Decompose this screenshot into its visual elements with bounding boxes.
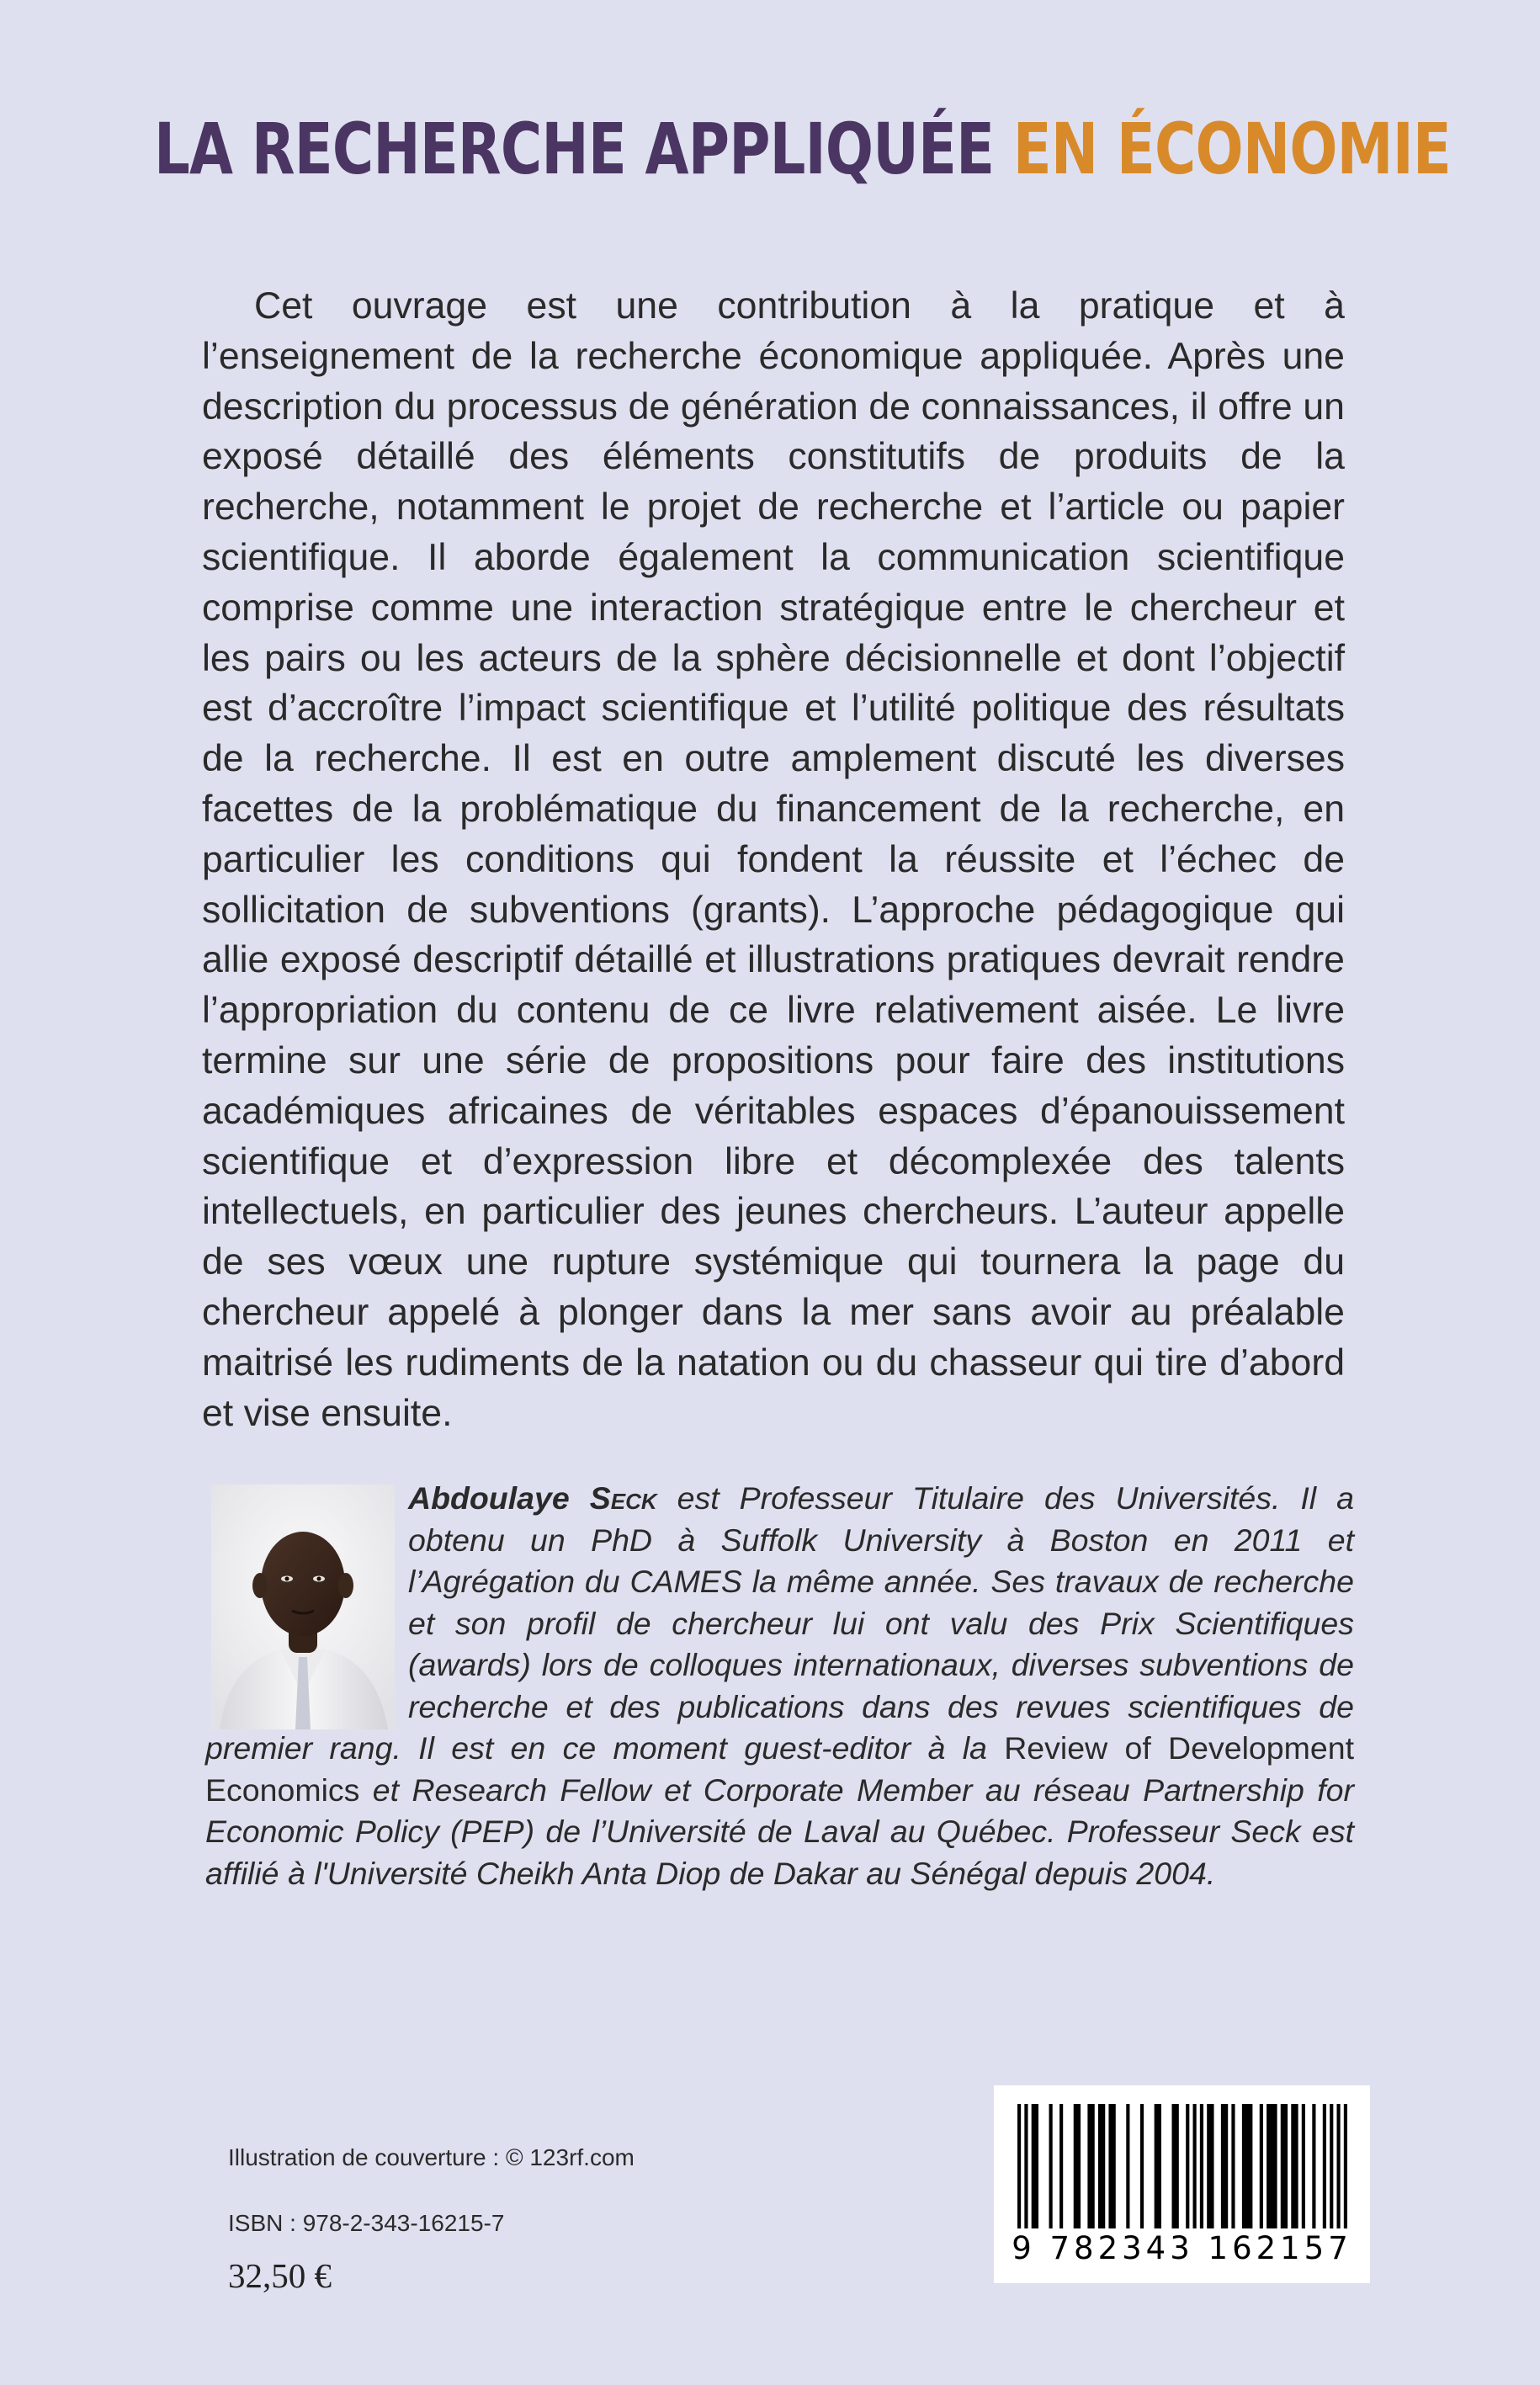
barcode-bar — [1087, 2104, 1094, 2228]
barcode-bar — [1281, 2104, 1288, 2228]
cover-illustration-credit: Illustration de couverture : © 123rf.com — [228, 2144, 635, 2170]
barcode-bar — [1024, 2104, 1028, 2228]
barcode-bar — [1059, 2104, 1063, 2228]
barcode-bar — [1074, 2104, 1081, 2228]
barcode-bar — [1049, 2104, 1053, 2228]
barcode-bar — [1108, 2104, 1115, 2228]
barcode-bar — [1098, 2104, 1105, 2228]
barcode-bar — [1155, 2104, 1161, 2228]
barcode-bar — [1344, 2104, 1347, 2228]
author-biography — [205, 1478, 1354, 1894]
barcode-bar — [1200, 2104, 1203, 2228]
barcode-bar — [1267, 2104, 1277, 2228]
barcode-bar — [1017, 2104, 1021, 2228]
book-description: Cet ouvrage est une contribution à la pratique et à l’enseignement de la recherche économique appliquée. Après une description du processus de génération de connaissances, il offre un exposé détaillé des éléments constitutifs de produits de la recherche, notamment le projet de recherche et l’article ou papier scientifique. Il aborde également la communication scientifique comprise comme une interaction stratégique entre le chercheur et les pairs ou les acteurs de la sphère décisionnelle et dont l’objectif est d’accroître l’impact scientifique et l’utilité politique des résultats de la recherche. Il est en outre amplement discuté les diverses facettes de la problématique du financement de la recherche, en particulier les conditions qui fondent la réussite et l’échec de sollicitation de subventions (grants). L’approche pédagogique qui allie exposé descriptif détaillé et illustrations pratiques devrait rendre l’appropriation du contenu de ce livre relativement aisée. Le livre termine sur une série de propositions pour faire des institutions académiques africaines de véritables espaces d’épanouissement scientifique et d’expression libre et décomplexée des talents intellectuels, en particulier des jeunes chercheurs. L’auteur appelle de ses vœux une rupture systémique qui tournera la page du chercheur appelé à plonger dans la mer sans avoir au préalable maitrisé les rudiments de la natation ou du chasseur qui tire d’abord et vise ensuite. — [202, 285, 1345, 1434]
book-title — [154, 108, 1452, 190]
barcode-bar — [1312, 2104, 1315, 2228]
photo-spacer — [205, 1478, 408, 1727]
barcode — [994, 2085, 1370, 2283]
barcode-number: 9 782343 162157 — [1012, 2230, 1352, 2266]
bio-journal-name: Review of Development Economics — [205, 1730, 1354, 1808]
author-last-name: Seck — [589, 1480, 657, 1516]
isbn-text: ISBN : 978-2-343-16215-7 — [228, 2210, 505, 2236]
barcode-bar — [1032, 2104, 1038, 2228]
bio-text-part-2: et Research Fellow et Corporate Member au réseau Partnership for Economic Policy (PEP) de l’Université de Laval au Québec. Professeur Seck est affilié à l'Université Cheikh Anta Diop de Dakar au Sénégal depuis 2004. — [205, 1771, 1354, 1891]
barcode-bar — [1221, 2104, 1228, 2228]
barcode-bar — [1330, 2104, 1333, 2228]
barcode-bar — [1140, 2104, 1144, 2228]
barcode-bar — [1323, 2104, 1326, 2228]
barcode-bar — [1291, 2104, 1298, 2228]
title-part-2: EN ÉCONOMIE — [1012, 108, 1452, 190]
barcode-bar — [1126, 2104, 1129, 2228]
title-part-1: LA RECHERCHE APPLIQUÉE — [154, 108, 995, 190]
barcode-bar — [1186, 2104, 1189, 2228]
bio-text-part-1: est Professeur Titulaire des Universités. Il a obtenu un PhD à Suffolk University à Boston en 2011 et l’Agrégation du CAMES la même année. Ses travaux de recherche et son profil de chercheur lui ont valu des Prix Scientifiques (awards) lors de colloques internationaux, diverses subventions de recherche et des publications dans des revues scientifiques de premier rang. Il est en ce moment guest-editor à la — [205, 1480, 1354, 1766]
barcode-bar — [1207, 2104, 1213, 2228]
author-first-name: Abdoulaye — [408, 1480, 570, 1516]
price-text: 32,50 € — [228, 2256, 332, 2295]
barcode-bar — [1260, 2104, 1263, 2228]
barcode-bar — [1302, 2104, 1305, 2228]
barcode-bar — [1336, 2104, 1340, 2228]
barcode-bar — [1171, 2104, 1178, 2228]
barcode-bar — [1193, 2104, 1197, 2228]
barcode-bar — [1242, 2104, 1253, 2228]
barcode-bar — [1231, 2104, 1235, 2228]
